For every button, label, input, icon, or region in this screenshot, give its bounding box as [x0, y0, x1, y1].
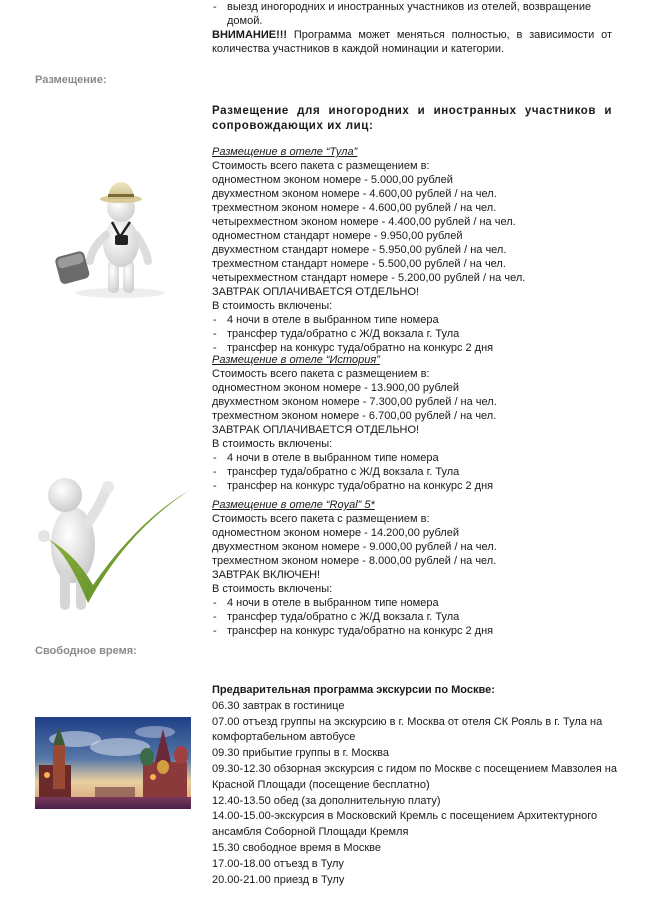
intro-block — [212, 0, 612, 56]
included-text: трансфер на конкурс туда/обратно на конкурс 2 дня — [227, 342, 494, 354]
intro-bullet — [212, 0, 612, 28]
price-row: трехместном эконом номере - 8.000,00 рублей / на чел. — [212, 555, 497, 567]
bullet-dash: - — [213, 466, 217, 478]
warning-text: Программа может меняться полностью, в зависимости от количества участников в каждой номинации и категории. — [212, 29, 612, 55]
price-row: четырехместном стандарт номере - 5.200,00 рублей / на чел. — [212, 272, 526, 284]
price-row: одноместном эконом номере - 13.900,00 рублей — [212, 382, 459, 394]
included-text: трансфер туда/обратно с Ж/Д вокзала г. Тула — [227, 328, 460, 340]
section-label-accommodation: Размещение: — [35, 74, 107, 86]
included-label: В стоимость включены: — [212, 438, 333, 450]
breakfast-note: ЗАВТРАК ОПЛАЧИВАЕТСЯ ОТДЕЛЬНО! — [212, 424, 420, 436]
price-row: двухместном эконом номере - 7.300,00 рублей / на чел. — [212, 396, 497, 408]
intro-bullet-line2: домой. — [227, 15, 263, 27]
bullet-dash: - — [213, 314, 217, 326]
warning-paragraph — [212, 28, 612, 56]
price-row: трехместном стандарт номере - 5.500,00 рублей / на чел. — [212, 258, 506, 270]
bullet-dash: - — [213, 452, 217, 464]
included-text: трансфер туда/обратно с Ж/Д вокзала г. Тула — [227, 466, 460, 478]
price-row: одноместном стандарт номере - 9.950,00 рублей — [212, 230, 463, 242]
hotel-block-tula — [212, 145, 612, 355]
included-text: 4 ночи в отеле в выбранном типе номера — [227, 597, 439, 609]
included-item — [212, 610, 612, 624]
included-item — [212, 327, 612, 341]
excursion-program — [212, 683, 642, 888]
hotel-block-royal — [212, 498, 612, 638]
moscow-photo — [35, 717, 191, 809]
traveler-icon — [40, 165, 180, 300]
included-label: В стоимость включены: — [212, 300, 333, 312]
price-row: трехместном эконом номере - 4.600,00 рублей / на чел. — [212, 202, 497, 214]
included-item — [212, 624, 612, 638]
price-row: двухместном эконом номере - 9.000,00 рублей / на чел. — [212, 541, 497, 553]
breakfast-note: ЗАВТРАК ВКЛЮЧЕН! — [212, 569, 321, 581]
included-text: трансфер туда/обратно с Ж/Д вокзала г. Тула — [227, 611, 460, 623]
included-item — [212, 451, 612, 465]
excursion-item: 14.00-15.00-экскурсия в Московский Кремль с посещением Архитектурного ансамбля Соборной Площади Кремля — [212, 810, 598, 839]
hotel-price-intro: Стоимость всего пакета с размещением в: — [212, 513, 430, 525]
included-text: 4 ночи в отеле в выбранном типе номера — [227, 452, 439, 464]
excursion-heading: Предварительная программа экскурсии по Москве: — [212, 684, 495, 696]
hotel-block-istoriya — [212, 353, 612, 493]
accommodation-heading: Размещение для иногородних и иностранных участников и сопровождающих их лиц: — [212, 105, 612, 132]
included-text: трансфер на конкурс туда/обратно на конкурс 2 дня — [227, 480, 494, 492]
bullet-dash: - — [213, 342, 217, 354]
excursion-item: 12.40-13.50 обед (за дополнительную плату) — [212, 794, 441, 807]
included-item — [212, 465, 612, 479]
hotel-title: Размещение в отеле “Тула” — [212, 146, 358, 158]
checkmark-illustration — [18, 455, 198, 625]
warning-label: ВНИМАНИЕ!!! — [212, 29, 288, 41]
hotel-title: Размещение в отеле “Royal” 5* — [212, 499, 375, 511]
excursion-item: 15.30 свободное время в Москве — [212, 841, 381, 854]
bullet-dash: - — [213, 611, 217, 623]
bullet-dash: - — [213, 328, 217, 340]
excursion-item: 07.00 отъезд группы на экскурсию в г. Москва от отеля СК Рояль в г. Тула на комфортабельном автобусе — [212, 715, 603, 744]
section-label-free-time: Свободное время: — [35, 645, 137, 657]
excursion-item: 06.30 завтрак в гостинице — [212, 699, 345, 712]
price-row: одноместном эконом номере - 5.000,00 рублей — [212, 174, 453, 186]
included-text: трансфер на конкурс туда/обратно на конкурс 2 дня — [227, 625, 494, 637]
included-label: В стоимость включены: — [212, 583, 333, 595]
included-item — [212, 479, 612, 493]
price-row: двухместном эконом номере - 4.600,00 рублей / на чел. — [212, 188, 497, 200]
included-item — [212, 313, 612, 327]
breakfast-note: ЗАВТРАК ОПЛАЧИВАЕТСЯ ОТДЕЛЬНО! — [212, 286, 420, 298]
bullet-dash: - — [213, 480, 217, 492]
hotel-title: Размещение в отеле “История” — [212, 354, 380, 366]
included-text: 4 ночи в отеле в выбранном типе номера — [227, 314, 439, 326]
excursion-item: 17.00-18.00 отъезд в Тулу — [212, 857, 344, 870]
price-row: четырехместном эконом номере - 4.400,00 рублей / на чел. — [212, 216, 516, 228]
checkmark-icon — [18, 455, 198, 625]
hotel-price-intro: Стоимость всего пакета с размещением в: — [212, 368, 430, 380]
bullet-dash: - — [213, 597, 217, 609]
bullet-dash: - — [213, 1, 217, 13]
excursion-item: 09.30 прибытие группы в г. Москва — [212, 747, 389, 760]
excursion-item: 20.00-21.00 приезд в Тулу — [212, 873, 345, 886]
traveler-illustration — [40, 165, 180, 300]
bullet-dash: - — [213, 625, 217, 637]
excursion-item: 09.30-12.30 обзорная экскурсия с гидом по Москве с посещением Мавзолея на Красной Площади (посещение бесплатно) — [212, 762, 617, 791]
price-row: трехместном эконом номере - 6.700,00 рублей / на чел. — [212, 410, 497, 422]
intro-bullet-line1: выезд иногородних и иностранных участников из отелей, возвращение — [227, 1, 592, 13]
price-row: одноместном эконом номере - 14.200,00 рублей — [212, 527, 459, 539]
hotel-price-intro: Стоимость всего пакета с размещением в: — [212, 160, 430, 172]
included-item — [212, 596, 612, 610]
price-row: двухместном стандарт номере - 5.950,00 рублей / на чел. — [212, 244, 507, 256]
red-square-image-icon — [35, 717, 191, 809]
